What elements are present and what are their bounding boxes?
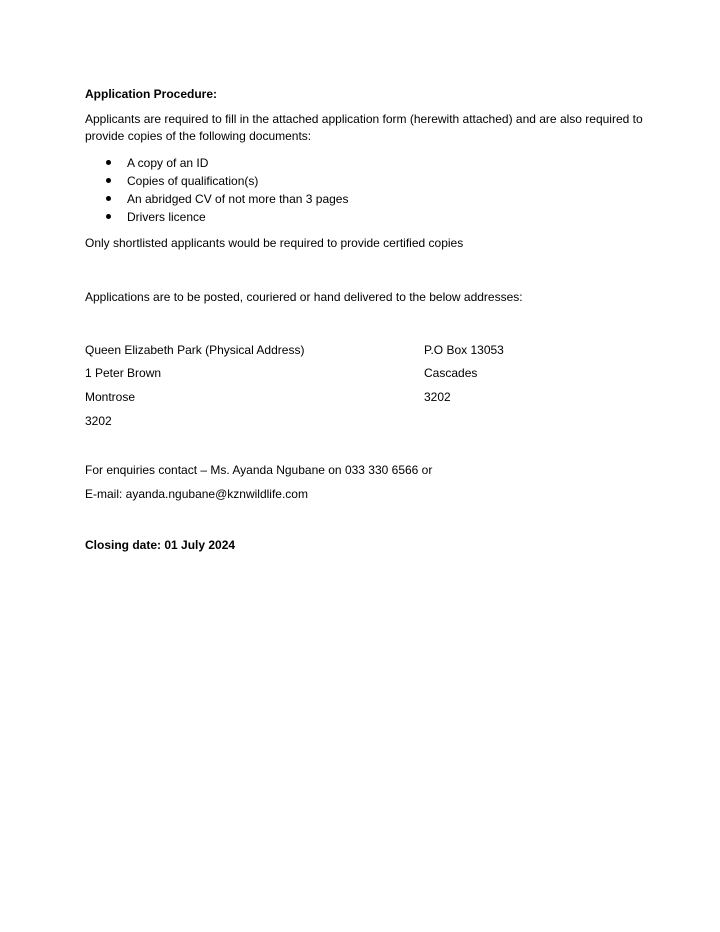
document-page: Application Procedure: Applicants are required to fill in the attached application form (herewith attached) and are also required to provide copies of the following documents: A copy of an ID Copies of qualification(s) An abridged CV of not more than 3 pages Drivers licence Only shortlisted applicants would be required to provide certified copies Applications are to be posted, couriered or hand delivered to the below addresses: Queen Elizabeth Park (Physical Address) 1 Peter Brown Montrose 3202 P.O Box 13053 Cascades 3202 For enquiries contact – Ms. Ayanda Ngubane on 033 330 6566 or E-mail: ayanda.ngubane@kznwildlife.com Closing date: 01 July 2024 xyxy=(0,0,720,932)
delivery-note: Applications are to be posted, couriered or hand delivered to the below addresses: xyxy=(85,290,523,304)
address-line: 3202 xyxy=(85,414,112,428)
bullet-icon xyxy=(106,214,111,219)
address-line: Queen Elizabeth Park (Physical Address) xyxy=(85,343,305,357)
address-line: P.O Box 13053 xyxy=(424,343,504,357)
bullet-icon xyxy=(106,196,111,201)
address-line: 1 Peter Brown xyxy=(85,366,162,380)
address-line: 3202 xyxy=(424,390,451,404)
address-line: Cascades xyxy=(424,366,478,380)
bullet-icon xyxy=(106,160,111,165)
bullet-icon xyxy=(106,178,111,183)
address-line: Montrose xyxy=(85,390,136,404)
shortlist-note: Only shortlisted applicants would be required to provide certified copies xyxy=(85,236,464,250)
contact-email: E-mail: ayanda.ngubane@kznwildlife.com xyxy=(85,487,308,501)
intro-paragraph: Applicants are required to fill in the attached application form (herewith attached) and are also required to provide copies of the following documents: xyxy=(85,112,643,143)
closing-date: Closing date: 01 July 2024 xyxy=(85,538,236,552)
enquiries-contact: For enquiries contact – Ms. Ayanda Ngubane on 033 330 6566 or xyxy=(85,463,433,477)
section-heading: Application Procedure: xyxy=(85,87,218,101)
